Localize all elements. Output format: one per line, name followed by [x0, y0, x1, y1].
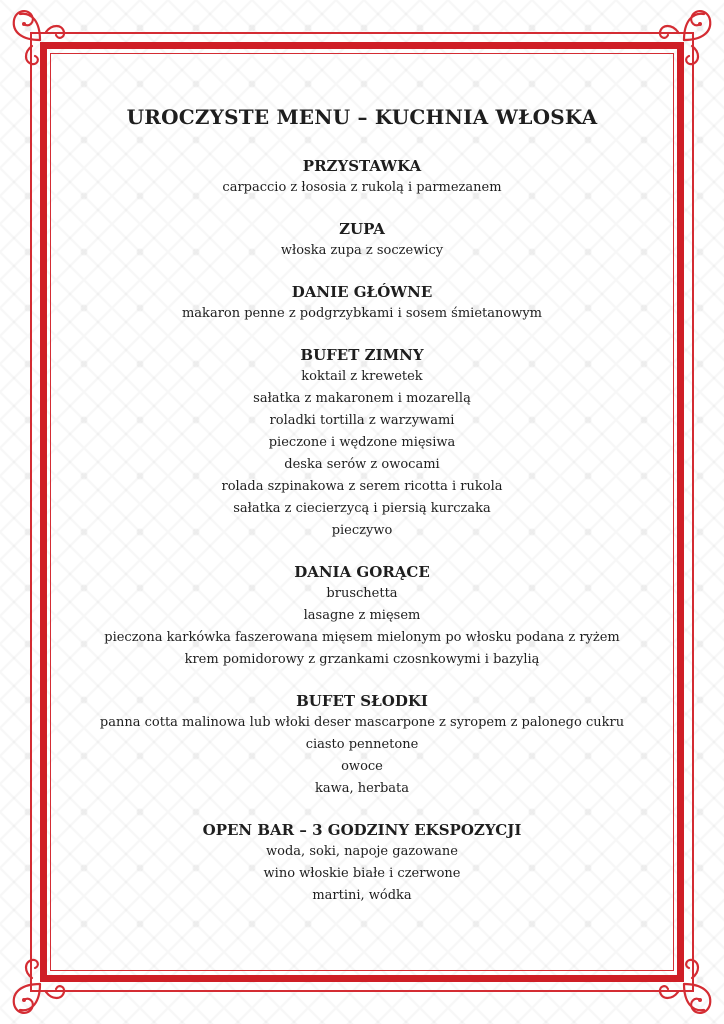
- menu-item: kawa, herbata: [314, 781, 410, 796]
- section-heading: BUFET SŁODKI: [296, 692, 428, 710]
- menu-item: bruschetta: [326, 586, 398, 601]
- menu-item: włoska zupa z soczewicy: [280, 243, 444, 258]
- section-heading: ZUPA: [339, 220, 385, 238]
- menu-item: sałatka z ciecierzycą i piersią kurczaka: [233, 501, 491, 516]
- menu-item: krem pomidorowy z grzankami czosnkowymi i bazylią: [184, 652, 540, 667]
- menu-section-dania-gorace: [60, 561, 664, 671]
- corner-ornament-top-right: [652, 2, 722, 72]
- section-heading: DANIE GŁÓWNE: [291, 283, 433, 301]
- section-heading: BUFET ZIMNY: [300, 346, 424, 364]
- menu-item: panna cotta malinowa lub włoki deser mascarpone z syropem z palonego cukru: [99, 715, 625, 730]
- menu-item: carpaccio z łososia z rukolą i parmezanem: [222, 180, 502, 195]
- corner-ornament-bottom-left: [2, 952, 72, 1022]
- menu-section-zupa: [60, 218, 664, 262]
- menu-item: pieczone i wędzone mięsiwa: [268, 435, 456, 450]
- menu-item: pieczywo: [331, 523, 393, 538]
- menu-item: ciasto pennetone: [305, 737, 419, 752]
- menu-title: UROCZYSTE MENU – KUCHNIA WŁOSKA: [126, 105, 598, 129]
- section-heading: PRZYSTAWKA: [302, 157, 422, 175]
- corner-ornament-bottom-right: [652, 952, 722, 1022]
- menu-section-danie-glowne: [60, 281, 664, 325]
- menu-item: martini, wódka: [312, 888, 412, 903]
- section-heading: OPEN BAR – 3 GODZINY EKSPOZYCJI: [202, 821, 522, 839]
- corner-ornament-top-left: [2, 2, 72, 72]
- menu-section-przystawka: [60, 155, 664, 199]
- menu-item: makaron penne z podgrzybkami i sosem śmietanowym: [181, 306, 543, 321]
- menu-item: woda, soki, napoje gazowane: [266, 844, 458, 859]
- menu-item: rolada szpinakowa z serem ricotta i rukola: [221, 479, 503, 494]
- menu-item: koktail z krewetek: [301, 369, 423, 384]
- menu-section-open-bar: [60, 819, 664, 907]
- menu-item: pieczona karkówka faszerowana mięsem mielonym po włosku podana z ryżem: [104, 630, 620, 645]
- menu-content: [60, 104, 664, 926]
- menu-item: owoce: [341, 759, 383, 774]
- menu-section-bufet-slodki: [60, 690, 664, 800]
- menu-item: wino włoskie białe i czerwone: [263, 866, 461, 881]
- menu-item: sałatka z makaronem i mozarellą: [253, 391, 471, 406]
- menu-item: lasagne z mięsem: [303, 608, 421, 623]
- section-heading: DANIA GORĄCE: [294, 563, 430, 581]
- menu-item: deska serów z owocami: [284, 457, 440, 472]
- menu-section-bufet-zimny: [60, 344, 664, 542]
- menu-item: roladki tortilla z warzywami: [269, 413, 455, 428]
